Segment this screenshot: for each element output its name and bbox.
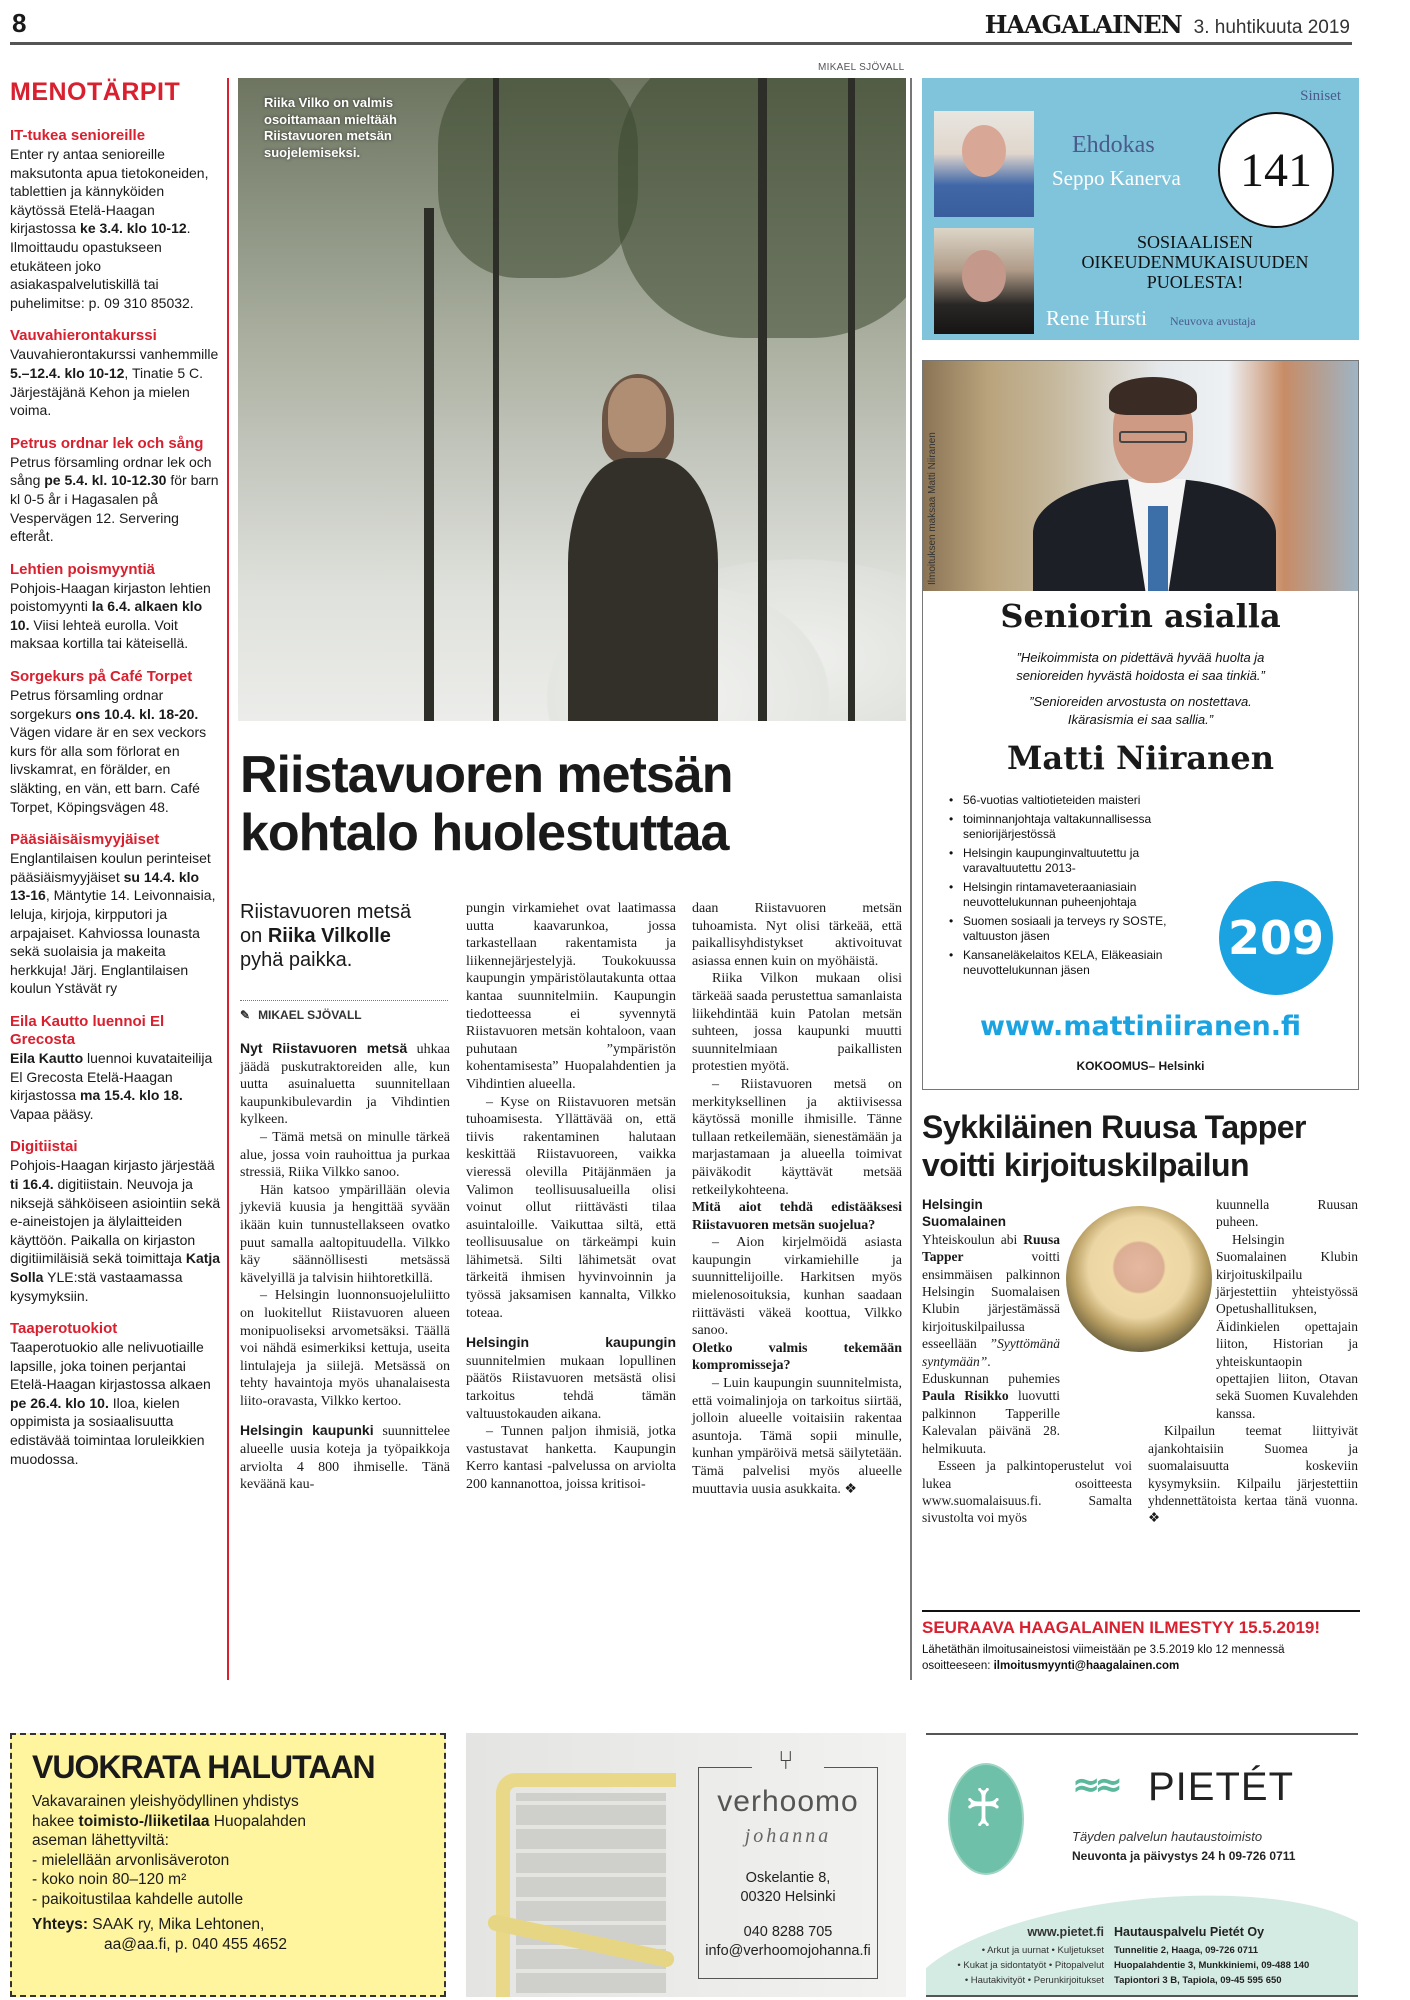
ad-verhoomo-johanna <box>466 1733 906 1997</box>
event-title: Vauvahierontakurssi <box>10 327 157 345</box>
ad-vuokrata-halutaan: VUOKRATA HALUTAAN Vakavarainen yleishyödyllinen yhdistys hakee toimisto-/liiketilaa Huopalahden aseman lähettyviltä: - mielellään arvonlisäveroton - koko noin 80–120 m² - paikoitustilaa kahdelle autolle Yhteys: SAAK ry, Mika Lehtonen, aa@aa.fi, p. 040 455 4652 <box>10 1733 446 1997</box>
woman-figure <box>568 378 718 721</box>
candidate-photo-kanerva <box>934 111 1034 217</box>
candidate-website-link[interactable]: www.mattiniiranen.fi <box>979 1011 1302 1042</box>
notice-divider <box>922 1610 1360 1612</box>
header-divider <box>10 42 1352 45</box>
event-description: Vauvahierontakurssi vanhemmille 5.–12.4. klo 10-12, Tinatie 5 C. Järjestäjänä Kehon ja mielen voima. <box>10 346 219 419</box>
event-item <box>10 668 222 816</box>
paragraph-kicker: Helsingin kaupungin <box>466 1334 676 1351</box>
pencil-icon: ✎ <box>240 1008 251 1022</box>
event-title: Taaperotuokiot <box>10 1320 118 1338</box>
photo-credit: MIKAEL SJÖVALL <box>818 62 905 73</box>
event-description: Enter ry antaa senioreille maksutonta apua tietokoneiden, tablettien ja kännyköiden käytössä Etelä-Haagan kirjastossa ke 3.4. klo 10-12. Ilmoittaudu opastukseen etukäteen joko asiakaspalvelutiskillä tai puhelimitse: p. 09 310 85032. <box>10 146 209 311</box>
candidate-number: 141 <box>1218 112 1334 228</box>
ruusa-headline: Sykkiläinen Ruusa Tapper voitti kirjoituskilpailun <box>922 1109 1306 1183</box>
byline-divider <box>240 1000 448 1001</box>
event-title: Sorgekurs på Café Torpet <box>10 668 193 686</box>
event-description: Petrus församling ordnar sorgekurs ons 10.4. kl. 18-20. Vägen vidare är en sex veckors kurs för alla som förlorat en livskamrat, en förälder, en släkting, en vän, ett barn. Café Torpet, Köpingsvägen 48. <box>10 687 207 815</box>
event-item <box>10 1013 222 1123</box>
article-paragraph: – Helsingin luonnonsuojeluliitto on luokitellut Riistavuoren alueen monipuoliseksi arvometsäksi. Täällä voi nähdä esimerkiksi kettuja, useita lintulajeja ja siilejä. Metsässä on tehty havaintoja myös uhanalaisesta liito-oravasta, Vilkko kertoo. <box>240 1288 450 1409</box>
bullet-item: • Helsingin kaupunginvaltuutettu ja varavaltuutettu 2013- <box>949 846 1204 876</box>
angel-icon: ♰ <box>948 1763 1024 1875</box>
event-item <box>10 831 222 998</box>
byline-author: MIKAEL SJÖVALL <box>258 1008 362 1022</box>
paragraph-kicker: Helsingin kaupunki <box>240 1422 374 1439</box>
bullet-item: • Helsingin rintamaveteraaniasiain neuvottelukunnan puheenjohtaja <box>949 880 1204 910</box>
article-column-2 <box>466 900 676 1494</box>
office-item: Tapiontori 3 B, Tapiola, 09-45 595 650 <box>1114 1975 1282 1986</box>
candidate-label: Ehdokas <box>1072 132 1155 158</box>
article-photo <box>238 78 906 721</box>
ruusa-column-1: Helsingin Suomalainen Yhteiskoulun abi Ruusa Tapper voitti ensimmäisen palkinnon Helsingin Suomalaisen Klubin järjestämässä kirjoituskilpailussa esseellään ”Syyttömänä syntymään”. Eduskunnan puhemies Paula Risikko luovutti palkinnon Tapperille Kalevalan päivänä 28. helmikuuta. Esseen ja palkintoperustelut voi lukea osoitteesta www.suomalaisuus.fi. Samalta sivustolta voi myös <box>922 1197 1132 1526</box>
bullet-item: • Suomen sosiaali ja terveys ry SOSTE, valtuuston jäsen <box>949 914 1204 944</box>
event-item <box>10 561 222 653</box>
masthead-logo: HAAGALAINEN <box>984 10 1182 39</box>
lead-name: Riika Vilkolle <box>267 925 391 947</box>
article-paragraph: daan Riistavuoren metsän tuhoamista. Nyt olisi tärkeää, että paikallisyhdistykset aktivoituvat asiassa ennen kuin on myöhäistä. <box>692 901 902 969</box>
office-item: Tunnelitie 2, Haaga, 09-726 0711 <box>1114 1945 1258 1956</box>
interview-question: Oletko valmis tekemään kompromisseja? <box>692 1340 902 1374</box>
tagline: Täyden palvelun hautaustoimisto <box>1072 1829 1263 1844</box>
tree-trunk <box>758 78 767 721</box>
events-column <box>10 78 222 1483</box>
office-item: Huopalahdentie 3, Munkkiniemi, 09-488 140 <box>1114 1960 1310 1971</box>
article-paragraph: Helsingin kaupungin suunnitelmien mukaan lopullinen päätös Riistavuoren metsästä olisi tarkoitus tehdä tämän valtuustokauden aikana. <box>466 1334 676 1422</box>
phone-line: Neuvonta ja päivystys 24 h 09-726 0711 <box>1072 1849 1296 1863</box>
event-description: Englantilaisen koulun perinteiset pääsiäismyyjäiset su 14.4. klo 13-16, Mäntytie 14. Leivonnaisia, leluja, kirjoja, kirpputori ja arpajaiset. Kahviossa lounasta sekä suolaisia ja makeita herkkuja! Järj. Englantilaisen koulun Ystävät ry <box>10 850 216 997</box>
service-item: • Kukat ja sidontatyöt • Pitopalvelut <box>957 1960 1104 1971</box>
tree-trunk <box>493 78 499 721</box>
chair-icon: ⑂ <box>778 1745 794 1775</box>
events-section-title: MENOTÄRPIT <box>10 78 181 106</box>
article-paragraph: Helsingin kaupunki suunnittelee alueelle uusia koteja ja työpaikkoja arviolta 4 800 ihmiselle. Tänä keväänä kau- <box>240 1422 450 1493</box>
issue-date: 3. huhtikuuta 2019 <box>1193 17 1350 38</box>
candidate-bullets <box>949 793 1204 982</box>
tree-trunk <box>424 208 434 721</box>
event-title: Lehtien poismyyntiä <box>10 560 156 578</box>
event-description: Petrus församling ordnar lek och sång pe 5.4. kl. 10-12.30 för barn kl 0-5 år i Hagasalen på Vespervägen 12. Servering efteråt. <box>10 453 219 545</box>
event-description: Taaperotuokio alle nelivuotiaille lapsille, joka toinen perjantai Etelä-Haagan kirjastossa alkaen pe 26.4. klo 10. Iloa, kielen oppimista ja sosiaalisuutta edistävää toimintaa loruleikkien muodossa. <box>10 1339 211 1467</box>
page-number: 8 <box>12 8 27 38</box>
article-paragraph: – Riistavuoren metsä on merkityksellinen ja aktiivisessa käytössä monille ihmisille. Tänne tullaan retkeilemään, sienestämään ja marjastamaan ja alueella toimivat päiväkodit käyttävät metsää retkeilykohteena. <box>692 1076 902 1198</box>
ruusa-column-2: kuunnella Ruusan puheen. Helsingin Suomalainen Klubin kirjoituskilpailu järjestettiin yhteistyössä Opetushallituksen, Äidinkielen opettajain liiton, Historian ja yhteiskuntaopin opettajien liiton, Otavan sekä Suomen Kuvalehden kanssa. Kilpailun teemat liittyivät ajankohtaisiin Suomea ja suomalaisuutta koskeviin kysymyksiin. Kilpailu järjestettiin yhdennettätoista kertaa tänä vuonna. ❖ <box>1148 1197 1358 1526</box>
service-item: • Arkut ja uurnat • Kuljetukset <box>981 1945 1104 1956</box>
article-paragraph: – Tunnen paljon ihmisiä, jotka vastustavat hanketta. Kaupungin Kerro kantasi -palvelussa on arviolta 200 kannanottoa, joissa kritisoi- <box>466 1424 676 1492</box>
column-divider-right <box>910 78 912 1680</box>
event-item <box>10 127 222 312</box>
event-description: Eila Kautto luennoi kuvataiteilija El Grecosta Etelä-Haagan kirjastossa ma 15.4. klo 18. Vapaa pääsy. <box>10 1049 213 1122</box>
ad-sales-email-link[interactable]: ilmoitusmyynti@haagalainen.com <box>993 1660 1180 1672</box>
candidate-number: 209 <box>1219 881 1333 995</box>
company-name: Hautauspalvelu Pietét Oy <box>1114 1925 1265 1939</box>
assistant-role: Neuvova avustaja <box>1170 314 1256 328</box>
article-paragraph: – Kyse on Riistavuoren metsän tuhoamisesta. Yllättävää on, että tiivis rakentaminen halutaan keskittää Riistavuoreen, vaikka vieressä olevilla Pitäjänmäen ja Valimon teollisuusalueilla olisi voinut ollut riittävästi tilaa asuintaloille. Vaikuttaa siltä, että teollisuusalue on tärkeämpi kuin lähimetsä. Silti lähimetsät ovat tärkeitä ihmisen hyvinvoinnin ja työssä jaksamisen kannalta, Vilkko toteaa. <box>466 1094 676 1321</box>
bullet-item: • Kansaneläkelaitos KELA, Eläkeasiain neuvottelukunnan jäsen <box>949 948 1204 978</box>
spruce-branches <box>438 78 638 278</box>
candidate-name: Matti Niiranen <box>1006 739 1275 777</box>
next-issue-instructions: Lähetäthän ilmoitusaineistosi viimeistään pe 3.5.2019 klo 12 mennessä osoitteeseen: ilmoitusmyynti@haagalainen.com <box>922 1644 1285 1672</box>
next-issue-notice: SEURAAVA HAAGALAINEN ILMESTYY 15.5.2019! <box>922 1618 1321 1637</box>
assistant-name: Rene Hursti <box>1046 306 1147 330</box>
address: Oskelantie 8, 00320 Helsinki <box>740 1870 836 1905</box>
event-title: Digitiistai <box>10 1138 78 1156</box>
ad-quote-2: ”Senioreiden arvostusta on nostettava. Ikärasismia ei saa sallia.” <box>1029 694 1252 727</box>
article-paragraph: – Luin kaupungin suunnitelmista, että voimalinjoja on tarkoitus siirtää, jolloin alueelle voitaisiin rakentaa asuntoja. Tämä sopii minulle, kunhan ympäröivä metsä säilytetään. Tämä palvelisi myös alueelle muuttavia uusia asukkaita. ❖ <box>692 1376 902 1497</box>
event-description: Pohjois-Haagan kirjaston lehtien poistomyynti la 6.4. alkaen klo 10. Viisi lehteä eurolla. Voit maksaa kortilla tai käteisellä. <box>10 579 211 652</box>
article-paragraph: – Tämä metsä on minulle tärkeä alue, jossa voin rauhoittua ja purkaa stressiä, Riika Vilkko sanoo. <box>240 1129 450 1181</box>
event-description: Pohjois-Haagan kirjasto järjestää ti 16.4. digitiistain. Neuvoja ja niksejä sähköiseen asiointiin sekä e-aineistojen ja älylaitteiden käyttöön. Paikalla on kirjaston digitiimiläisiä sekä toimittaja Katja Solla YLE:stä vastaamassa kysymyksiin. <box>10 1157 221 1304</box>
column-divider-left <box>227 78 229 1680</box>
article-headline: Riistavuoren metsän kohtalo huolestuttaa <box>240 746 733 862</box>
event-title: IT-tukea senioreille <box>10 127 146 144</box>
article-paragraph: Hän katsoo ympärillään olevia jykeviä kuusia ja hengittää syvään ikään kuin tunnustellakseen ovatko puut samalla aaltopituudella. Vilkko käy säännöllisesti metsässä kävelyillä ja talvisin hiihtoretkillä. <box>240 1182 450 1286</box>
email-link[interactable]: info@verhoomojohanna.fi <box>705 1943 871 1959</box>
contact-info: 040 8288 705 info@verhoomojohanna.fi <box>698 1923 878 1961</box>
article-paragraph: pungin virkamiehet ovat laatimassa uutta kaavarunkoa, jossa tarkastellaan rakentamista ja liikennejärjestelyjä. Toukokuussa kaupungin ympäristölautakunta ottaa kantaa suunnitelmiin. Kaupungin tiedotteessa ei syvennytä Riistavuoren metsän kohtaloon, vaan puhutaan ”ympäristön kohentamisesta” Huopalahdentien ja Vihdintien alueella. <box>466 901 676 1092</box>
bullet-item: • toiminnanjohtaja valtakunnallisessa seniorijärjestössä <box>949 812 1204 842</box>
interview-question: Mitä aiot tehdä edistääksesi Riistavuoren metsän suojelua? <box>692 1200 902 1233</box>
ad-quote-1: ”Heikoimmista on pidettävä hyvää huolta ja senioreiden hyvästä hoidosta ei saa tinkiä.” <box>1016 650 1265 683</box>
wave-logo-icon: ≈≈ <box>1072 1765 1117 1805</box>
service-item: • Hautakivityöt • Perunkirjoitukset <box>964 1975 1104 1986</box>
event-title: Pääsiäisäismyyjäiset <box>10 831 160 849</box>
ad-title: VUOKRATA HALUTAAN <box>32 1749 375 1785</box>
article-paragraph: – Aion kirjelmöidä asiasta kaupungin virkamiehille ja suunnittelijoille. Harkitsen myös mielenosoituksia, kunhan saadaan riittävästi väkeä koottua, Vilkko sanoo. <box>692 1235 902 1339</box>
ad-pietet <box>926 1733 1358 1997</box>
event-item <box>10 327 222 419</box>
event-item <box>10 1138 222 1305</box>
assistant-photo-hursti <box>934 228 1034 334</box>
tree-trunk <box>848 78 855 721</box>
paragraph-kicker: Nyt Riistavuoren metsä <box>240 1040 408 1056</box>
candidate-photo-niiranen <box>923 361 1358 591</box>
event-item <box>10 1320 222 1468</box>
brand-logo: PIETÉT <box>1148 1765 1295 1809</box>
article-paragraph: Riika Vilkon mukaan olisi tärkeää saada perustettua samanlaista liikehdintää kuin Patolan metsän suhteen, jossa kaupunki muutti suunnitelmiaan paikallisten protestien myötä. <box>692 971 902 1075</box>
website-link[interactable]: www.pietet.fi <box>1027 1925 1104 1939</box>
bullet-item: • 56-vuotias valtiotieteiden maisteri <box>949 793 1204 808</box>
candidate-name: Seppo Kanerva <box>1052 166 1181 190</box>
masthead <box>985 10 1350 39</box>
brand-name: verhoomo <box>717 1785 859 1818</box>
photo-caption: Riika Vilko on valmis osoittamaan mieltääh Riistavuoren metsän suojelemiseksi. <box>264 95 397 160</box>
event-title: Eila Kautto luennoi El Grecosta <box>10 1012 165 1048</box>
ad-title: Seniorin asialla <box>1000 597 1281 635</box>
events-list <box>10 127 222 1468</box>
ad-payer-credit: Ilmoituksen maksaa Matti Niiranen <box>927 432 938 585</box>
party-name: KOKOOMUS– Helsinki <box>1076 1059 1205 1073</box>
offices-list <box>1114 1921 1354 1988</box>
ad-matti-niiranen <box>922 360 1359 1090</box>
byline <box>240 1008 362 1022</box>
article-paragraph: Nyt Riistavuoren metsä uhkaa jäädä puskutraktoreiden alle, kun uutta asuinaluetta suunnitellaan kaupunkibulevardin ja Vihdintien kylkeen. <box>240 1040 450 1128</box>
brand-script: johanna <box>744 1825 832 1847</box>
party-name: Siniset <box>1300 88 1341 104</box>
event-title: Petrus ordnar lek och sång <box>10 434 204 452</box>
services-list <box>934 1921 1104 1988</box>
event-item <box>10 435 222 546</box>
ad-slogan: SOSIAALISEN OIKEUDENMUKAISUUDEN PUOLESTA! <box>1081 232 1309 292</box>
article-column-3 <box>692 900 902 1498</box>
article-column-1 <box>240 1040 450 1494</box>
article-lead: Riistavuoren metsä on Riika Vilkolle pyhä paikka. <box>240 901 412 971</box>
ad-siniset <box>922 78 1359 340</box>
